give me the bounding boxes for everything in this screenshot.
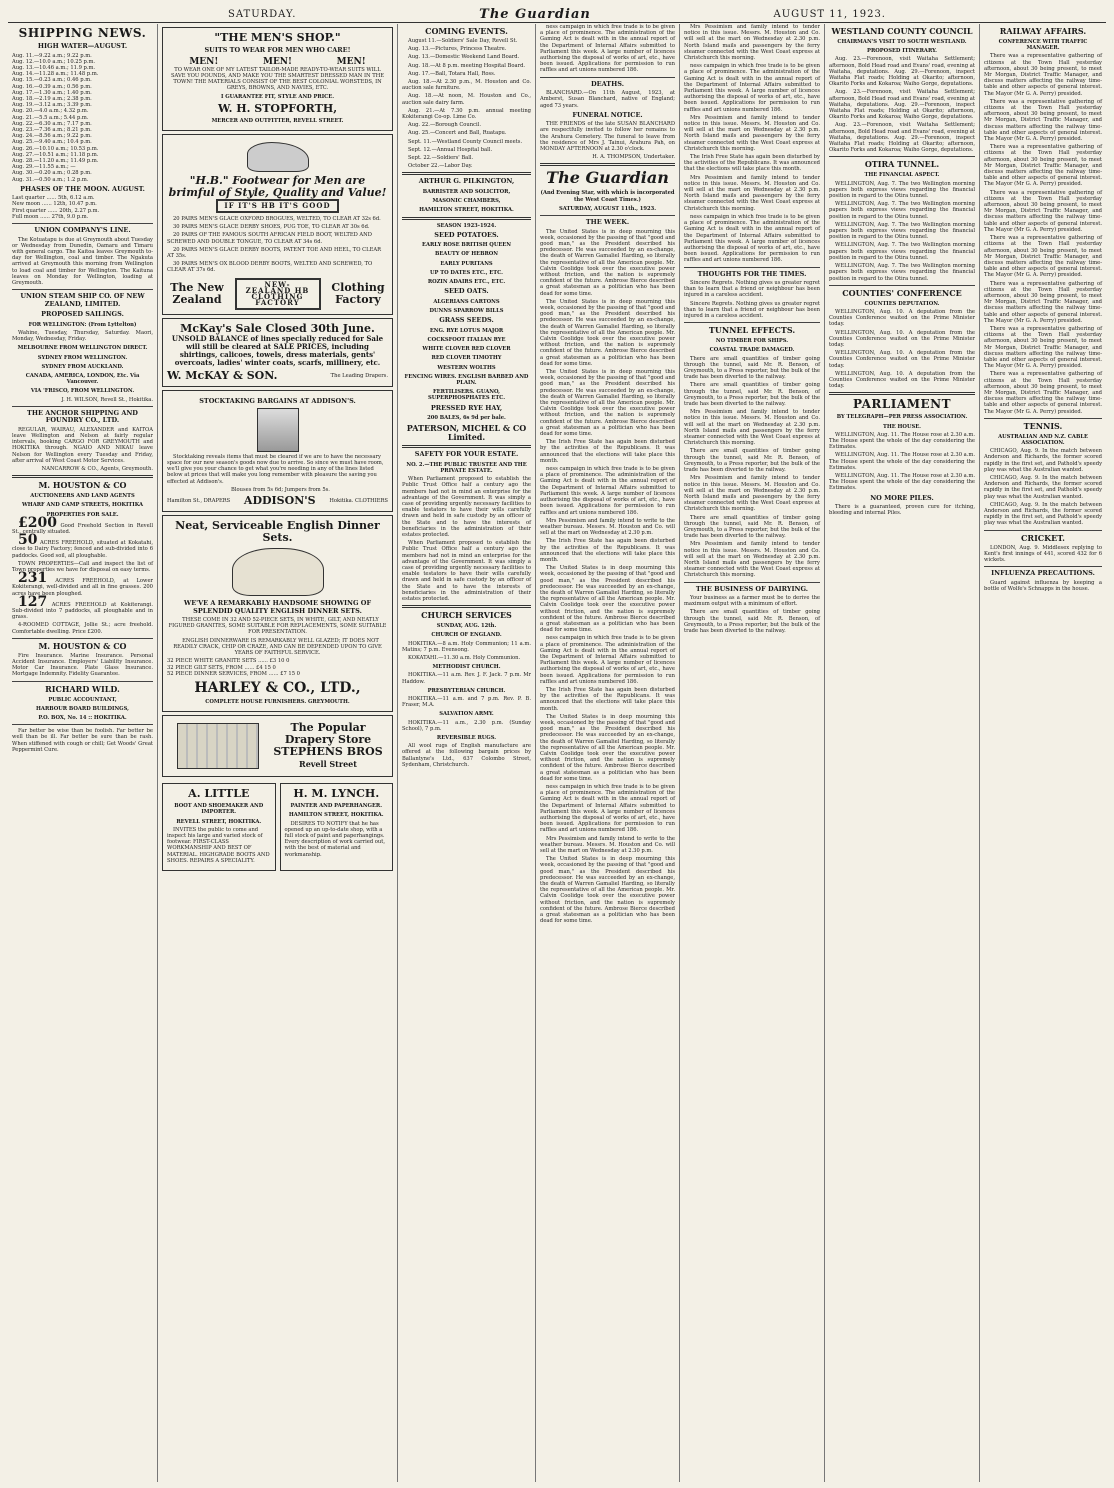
hb-item: 20 PAIRS MEN'S GLACE OXFORD BROGUES, WELTED, TO CLEAR AT 32s 6d. (173, 215, 381, 222)
editorial-body: The United States is in deep mourning this week, occasioned by the passing of that "good and good man," as the President described his predecessor. He was succeeded by an ex-change, the death of Warren Gamaliel Harding, so literally the representative of all the American people. Mr. Calvin Coolidge took over the executive power without friction, and the nation is supremely confident of the future. Ambrose Bierce described a great statesman as a politician who has been dead for some time. (540, 298, 675, 367)
railway-title: RAILWAY AFFAIRS. (999, 26, 1087, 36)
tunnel-sub: NO TIMBER FOR SHIPS. (715, 338, 789, 345)
seed-list-row: RED CLOVER TIMOTHY (431, 355, 502, 362)
masthead-date: AUGUST 11, 1923. (773, 8, 886, 20)
church-service: HOKITIKA.—11 a.m. Rev. J. F. Jack. 7 p.m. Mr Haddow. (402, 672, 531, 685)
event-item: Aug. 13.—Domestic Weekend Land Board. (408, 54, 520, 61)
deaths-title: DEATHS. (591, 79, 624, 88)
addison-ad (162, 390, 393, 512)
railway-sub: CONFERENCE WITH TRAFFIC MANAGER. (998, 39, 1088, 52)
tide-row: Aug. 25.—9.40 a.m.; 10.4 p.m. (12, 139, 92, 146)
dinner-title: Neat, Serviceable English Dinner Sets. (175, 519, 380, 545)
article-body: Mrs Pessimism and family intend to write to the weather bureau. Messrs. M. Houston and Co. will sell at the mart on Wednesday at 2.30 p.m. (540, 835, 675, 855)
steamship-route: SYDNEY FROM AUCKLAND. (41, 363, 124, 370)
church-date: SUNDAY, AUG. 12th. (436, 623, 497, 630)
church-services-title: CHURCH SERVICES (421, 610, 512, 621)
mckay-tag: The Leading Drapers. (330, 373, 388, 380)
houston-props-heading: PROPERTIES FOR SALE. (46, 511, 119, 518)
column-3 (398, 24, 536, 1482)
seed-season: SEASON 1923-1924. (436, 222, 497, 229)
westland-sub-2: PROPOSED ITINERARY. (867, 48, 937, 55)
seed-list-row: UP TO DATES ETC., ETC. (430, 269, 503, 276)
lynch-name: H. M. LYNCH. (293, 787, 380, 801)
hay-bales: 200 BALES, 6s 9d per bale. (427, 415, 506, 422)
anchor-agent: NANCARROW & CO., Agents, Greymouth. (41, 465, 153, 472)
parliament-body: WELLINGTON, Aug. 11. The House rose at 2.30 a.m. The House spent the whole of the day considering the Estimates. (829, 452, 975, 471)
mckay-title: McKay's Sale Closed 30th June. (180, 322, 375, 336)
cottage-text: 4-ROOMED COTTAGE, Jollie St.; acre freehold. Comfortable dwelling. Price £200. (12, 622, 153, 635)
dinner-price-row: 32 PIECE GILT SETS, FROM ...... £4 15 0 (167, 664, 276, 671)
event-item: Aug. 13.—Pictures, Princess Theatre. (408, 46, 507, 53)
dinner-price-row: 32 PIECE WHITE GRANITE SETS ...... £3 10 0 (167, 658, 290, 665)
otira-sub: THE FINANCIAL ASPECT. (864, 172, 940, 179)
thoughts-title: THOUGHTS FOR THE TIMES. (697, 269, 807, 278)
railway-body: There was a representative gathering of citizens at the Town Hall yesterday afternoon, about 30 being present, to meet Mr Morgan, District Traffic Manager, and discuss matters affecting the railway time-table and other aspects of general interest. The Mayor (Mr G. A. Perry) presided. (984, 189, 1102, 233)
tide-row: Aug. 18.—2.19 a.m.; 2.38 p.m. (12, 95, 92, 102)
harley-name: HARLEY & CO., LTD., (194, 679, 361, 696)
fencing-wires: FENCING WIRES. ENGLISH BARBED AND PLAIN. (404, 373, 529, 386)
guardian-date: SATURDAY, AUGUST 11th., 1923. (558, 205, 657, 212)
tennis-title: TENNIS. (1023, 420, 1063, 431)
cricket-body: LONDON, Aug. 9. Middlesex replying to Kent's first innings of 441, scored 432 for 6 wickets. (984, 544, 1102, 564)
undertaker: H. A. THOMPSON, Undertaker. (592, 154, 675, 161)
men-label: MEN! (262, 56, 292, 67)
dairying-title: THE BUSINESS OF DAIRYING. (695, 584, 809, 593)
property-acres: 231 (18, 570, 48, 587)
steamship-agent: J. H. WILSON, Revell St., Hokitika. (61, 396, 153, 403)
article-body: ness campaign in which free trade is to be given a place of prominence. The administration of the Gaming Act is dealt with in the annual report of the Department of Internal Affairs submitted to Parliament this week. A large number of licences authorising the disposal of works of art, etc., have been issued. Applications for permission to run raffles and art unions numbered 186. (684, 63, 820, 113)
counties-title: COUNTIES' CONFERENCE (842, 287, 962, 298)
counties-body: WELLINGTON, Aug. 10. A deputation from the Counties Conference waited on the Prime Minister today. (829, 350, 975, 369)
addison-name: ADDISON'S (243, 494, 316, 508)
column-4 (536, 24, 680, 1482)
men-label: MEN! (189, 56, 219, 67)
lynch-role: PAINTER AND PAPERHANGER. (290, 803, 383, 810)
funeral-title: FUNERAL NOTICE. (572, 110, 643, 119)
trustee-body: When Parliament proposed to establish the Public Trust Office half a century ago the members had not in mind an enterprise for the advantage of the Government. It was simply a case of providing urgently necessary facilities to enable testators to have their wills carefully drawn and held in safe custody by an officer of the State and to have the interests of beneficiaries in the administration of their estates protected. (402, 476, 531, 538)
tide-row: Aug. 12.—10.0 a.m.; 10.25 p.m. (12, 58, 96, 65)
stephens-ad (162, 715, 393, 777)
article-body: Mrs Pessimism and family intend to write to the weather bureau. Messrs. M. Houston and Co. will sell at the mart on Wednesday at 2.30 p.m. (540, 517, 675, 537)
moon-phase: New moon ...... 12th, 10.47 p.m. (12, 201, 97, 208)
influenza-title: INFLUENZA PRECAUTIONS. (991, 569, 1095, 578)
stephens-address: Revell Street (299, 759, 357, 770)
railway-body: There was a representative gathering of citizens at the Town Hall yesterday afternoon, about 30 being present, to meet Mr Morgan, District Traffic Manager, and discuss matters affecting the railway time-table and other aspects of general interest. The Mayor (Mr G. A. Perry) presided. (984, 325, 1102, 370)
article-body: Mrs Pessimism and family intend to tender notice in this issue. Messrs. M. Houston and Co. will sell at the mart on Wednesday at 2.30 p.m. North Island mails and passengers by the ferry steamer connected with the West Coast express at Christchurch this morning. (684, 174, 820, 212)
editorial-body: The United States is in deep mourning this week, occasioned by the passing of that "good and good man," as the President described his predecessor. He was succeeded by an ex-change, the death of Warren Gamaliel Harding, so literally the representative of all the American people. Mr. Calvin Coolidge took over the executive power without friction, and the nation is supremely confident of the future. Ambrose Bierce described a great statesman as a politician who has been dead for some time. (540, 369, 675, 438)
dairying-body: Your business as a farmer must be to derive the maximum output with a minimum of effort. (684, 595, 820, 608)
union-line-title: UNION COMPANY'S LINE. (34, 226, 131, 235)
railway-body: There was a representative gathering of citizens at the Town Hall yesterday afternoon, about 30 being present, to meet Mr Morgan, District Traffic Manager, and discuss matters affecting the railway time-table and other aspects of general interest. The Mayor (Mr G. A. Perry) presided. (984, 144, 1102, 188)
moon-phases-list (12, 195, 153, 220)
article-body: ness campaign in which free trade is to be given a place of prominence. The administration of the Gaming Act is dealt with in the annual report of the Department of Internal Affairs submitted to Parliament this week. A large number of licences authorising the disposal of works of art, etc., have been issued. Applications for permission to run raffles and art unions numbered 186. (540, 466, 675, 516)
addison-body: Stocktaking reveals items that must be cleared if we are to have the necessary space for our new season's goods now due to arrive. So since we must have room, we'll give you your chance to get what you're needing in any of the lines listed below at prices that will make you long remember with pleasure the saving you effected at Addison's. (167, 453, 384, 485)
church-england: CHURCH OF ENGLAND. (431, 632, 502, 639)
little-ad (162, 783, 276, 871)
event-item: October 22.—Labor Day. (408, 163, 473, 170)
seed-list-row: ENG. RYE LOTUS MAJOR (429, 327, 504, 334)
article-body: The United States is in deep mourning this week, occasioned by the passing of that "good and good man," as the President described his predecessor. He was succeeded by an ex-change, the death of Warren Gamaliel Harding, so literally the representative of all the American people. Mr. Calvin Coolidge took over the executive power without friction, and the nation is supremely confident of the future. Ambrose Bierce described a great statesman as a politician who has been dead for some time. (540, 565, 675, 634)
hb-footwear-ad (162, 134, 393, 316)
hb-item: 30 PAIRS MEN'S GLACE DERBY SHOES, PUG TOE, TO CLEAR AT 30s 6d. (173, 224, 370, 231)
pilkington-town: HAMILTON STREET, HOKITIKA. (419, 207, 514, 214)
pilkington-role: BARRISTER AND SOLICITOR, (422, 188, 511, 195)
column-7 (980, 24, 1106, 1482)
lynch-body: DESIRES TO NOTIFY that he has opened up an up-to-date shop, with a full stock of paint and paperhangings. Every description of work carried out, with the best of material and workmanship. (284, 820, 386, 858)
trustee-title: SAFETY FOR YOUR ESTATE. (414, 450, 519, 459)
church-service: HOKITIKA.—11 a.m. and 7 p.m. Rev. P. B. Fraser, M.A. (402, 696, 531, 709)
houston-insurance-body: Fire Insurance. Marine Insurance. Personal Accident Insurance. Employers' Liability Insurance. Motor Car Insurance. Plate Glass Insurance. Mortgage Indemnity. Fidelity Guarantee. (12, 652, 153, 678)
tide-row: Aug. 17.—1.30 a.m.; 1.40 p.m. (12, 89, 92, 96)
hb-left-text: The New Zealand (170, 280, 224, 306)
westland-sub: CHAIRMAN'S VISIT TO SOUTH WESTLAND. (837, 39, 967, 45)
article-body: Mrs Pessimism and family intend to tender notice in this issue. Messrs. M. Houston and Co. will sell at the mart on Wednesday at 2.30 p.m. North Island mails and passengers by the ferry steamer connected with the West Coast express at Christchurch this morning. (684, 114, 820, 152)
coming-events-title: COMING EVENTS. (425, 26, 508, 36)
seed-list-row: ALGERIANS CARTONS (433, 298, 500, 305)
westland-body: Aug. 23.—Forenoon, visit Waitaha Settlement; afternoon, Bold Head road and Evans' road, evening at Waitaha, deputations. Aug. 29.—Forenoon, inspect Waitaha Flat roads; Holding at Okarito; afternoon, Okarito Forks and Kokaroa; Waiho Gorge, deputations. (829, 122, 975, 154)
houston-address: WHARF AND CAMP STREETS, HOKITIKA (21, 502, 144, 509)
event-item: August 11.—Soldiers' Sale Day, Revell St. (408, 38, 518, 44)
hb-stamp: IF IT'S HB IT'S GOOD (216, 199, 338, 213)
tennis-body: CHICAGO, Aug. 9. In the match between Anderson and Richards, the former scored rapidly in the first set, and Pathold's speedy play was what the Australian wanted. (984, 475, 1102, 500)
counties-body: WELLINGTON, Aug. 10. A deputation from the Counties Conference waited on the Prime Minister today. (829, 370, 975, 390)
tennis-body: CHICAGO, Aug. 9. In the match between Anderson and Richards, the former scored rapidly in the first set, and Pathold's speedy play was what the Australian wanted. (984, 448, 1102, 473)
tide-row: Aug. 19.—3.12 a.m.; 3.39 p.m. (12, 102, 92, 109)
tide-row: Aug. 16.—0.39 a.m.; 0.56 p.m. (12, 83, 92, 90)
seed-list-row: EARLY PURITANS (440, 260, 493, 267)
steamship-route: VIA 'FRISCO, FROM WELLINGTON. (30, 388, 135, 395)
union-line-body: The Kotuatapu is due at Greymouth about Tuesday or Wednesday from Dunedin, Oamaru and Timaru with general cargo. The Kaitoa leaves Greymouth to-day for Wellington, coal and timber. The Ngakuta arrived at Greymouth this morning from Wellington to load coal and timber for Wellington. The Kaituna leaves on Monday for Wellington, loading at Greymouth. (12, 236, 153, 286)
tide-row: Aug. 14.—11.28 a.m.; 11.48 p.m. (12, 71, 99, 78)
event-item: Sept. 22.—Soldiers' Ball. (408, 155, 474, 162)
railway-body: There was a representative gathering of citizens at the Town Hall yesterday afternoon, about 30 being present, to meet Mr Morgan, District Traffic Manager, and discuss matters affecting the railway time-table and other aspects of general interest. The Mayor (Mr G. A. Perry) presided. (984, 98, 1102, 143)
woman-illustration-icon (257, 408, 299, 452)
event-item: Sept. 12.—Annual Hospital ball. (408, 146, 493, 153)
hb-slogan: "H.B." Footwear for Men are brimful of Style, Quality and Value! (168, 173, 387, 199)
the-week-title: THE WEEK. (585, 218, 630, 227)
hb-item: 20 PAIRS MEN'S GLACE DERBY BOOTS, PATENT TOE AND HEEL, TO CLEAR AT 35s. (167, 246, 382, 259)
shipping-title: SHIPPING NEWS. (18, 26, 147, 40)
methodist-church: METHODIST CHURCH. (432, 664, 501, 671)
editorial-body: The United States is in deep mourning this week, occasioned by the passing of that "good and good man," as the President described his predecessor. He was succeeded by an ex-change, the death of Warren Gamaliel Harding, so literally the representative of all the American people. Mr. Calvin Coolidge took over the executive power without friction, and the nation is supremely confident of the future. Ambrose Bierce described a great statesman as a politician who has been dead for some time. (540, 228, 675, 297)
houston-title: M. HOUSTON & CO (38, 480, 127, 491)
column-6 (825, 24, 980, 1482)
fertilisers: FERTILISERS. GUANO, SUPERPHOSPHATES ETC. (427, 389, 506, 402)
event-item: Aug. 21.—At 7.30 p.m. annual meeting Kokiterangi Co-op. Lime Co. (402, 107, 531, 121)
dairying-body: There are small quantities of timber going through the tunnel, said Mr. R. Benson, of Greymouth, to a Press reporter, but the bulk of the trade has been diverted to the railway. (684, 609, 820, 635)
event-item: Aug. 17.—Ball, Totara Hall, Ross. (408, 70, 496, 77)
mens-shop-name: W. H. STOPFORTH, (217, 101, 338, 115)
little-role: BOOT AND SHOEMAKER AND IMPORTER. (174, 803, 264, 816)
grass-seeds-title: GRASS SEEDS. (439, 316, 494, 325)
dinner-sub: WE'VE A REMARKABLY HANDSOME SHOWING OF SPLENDID QUALITY ENGLISH DINNER SETS. (183, 599, 372, 615)
tide-row: Aug. 22.—6.30 a.m.; 7.17 p.m. (12, 120, 92, 127)
moon-phase: Full moon ...... 27th, 9.0 p.m. (12, 213, 89, 220)
anchor-title: THE ANCHOR SHIPPING AND FOUNDRY CO., LTD. (27, 408, 138, 425)
event-item: Aug. 18.—At 2.30 p.m., M. Houston and Co. auction sale furniture. (402, 79, 531, 92)
tunnel-sub-2: COASTAL TRADE DAMAGED. (709, 347, 795, 354)
tunnel-body: Mrs Pessimism and family intend to tender notice in this issue. Messrs. M. Houston and Co. will sell at the mart on Wednesday at 2.30 p.m. North Island mails and passengers by the ferry steamer connected with the West Coast express at Christchurch this morning. (684, 475, 820, 513)
property-acres: 127 (18, 593, 48, 610)
tide-row: Aug. 15.—0.23 a.m.; 0.46 p.m. (12, 77, 92, 84)
masthead (8, 6, 1106, 23)
the-house: THE HOUSE. (883, 423, 921, 430)
property-text: ACRES FREEHOLD at Kokiterangi. Sub-divided into 7 paddocks, all ploughable and in grass. (12, 601, 153, 621)
pilkington-name: ARTHUR G. PILKINGTON, (418, 177, 515, 186)
seed-list-row: WHITE CLOVER RED CLOVER (422, 346, 511, 353)
trustee-body: When Parliament proposed to establish the Public Trust Office half a century ago the members had not in mind an enterprise for the advantage of the Government. It was simply a case of providing urgently necessary facilities to enable testators to have their wills carefully drawn and held in safe custody by an officer of the State and to have the interests of beneficiaries in the administration of their estates protected. (402, 540, 531, 602)
high-water-heading: HIGH WATER—AUGUST. (37, 42, 128, 50)
tunnel-effects-title: TUNNEL EFFECTS. (708, 325, 796, 336)
addison-right: Hokitika. CLOTHIERS (329, 497, 388, 504)
town-properties: TOWN PROPERTIES—Call and inspect the list of Town properties we have for disposal on easy terms. (12, 560, 153, 573)
tide-list (12, 53, 153, 183)
counties-body: WELLINGTON, Aug. 10. A deputation from the Counties Conference waited on the Prime Minister today. (829, 308, 975, 328)
steamship-route: CANADA, AMERICA, LONDON, Etc. Via Vancouver. (25, 372, 140, 386)
westland-body: Aug. 23.—Forenoon, visit Waitaha Settlement; afternoon, Bold Head road and Evans' road, evening at Waitaha, deputations. Aug. 29.—Forenoon, inspect Waitaha Flat roads; Holding at Okarito; afternoon, Okarito Forks and Kokaroa; Waiho Gorge, deputations. (829, 89, 975, 121)
death-notice: BLANCHARD.—On 11th August, 1923, at Amberst, Susan Blanchard, native of England; aged 73 years. (540, 90, 675, 109)
otira-body: WELLINGTON, Aug. 7. The two Wellington morning papers both express views regarding the financial position in regard to the Otira tunnel. (829, 201, 975, 220)
addison-line: Blouses from 5s 6d; Jumpers from 5s. (231, 486, 330, 493)
article-body: Mrs Pessimism and family intend to tender notice in this issue. Messrs. M. Houston and Co. will sell at the mart on Wednesday at 2.30 p.m. North Island mails and passengers by the ferry steamer connected with the West Coast express at Christchurch this morning. (684, 24, 820, 62)
parliament-body: WELLINGTON, Aug. 11. The House rose at 2.30 a.m. The House spent the whole of the day considering the Estimates. (829, 431, 975, 451)
column-5 (680, 24, 825, 1482)
tunnel-body: Mrs Pessimism and family intend to tender notice in this issue. Messrs. M. Houston and Co. will sell at the mart on Wednesday at 2.30 p.m. North Island mails and passengers by the ferry steamer connected with the West Coast express at Christchurch this morning. (684, 409, 820, 447)
event-item: Aug. 22.—Borough Council. (408, 122, 481, 129)
mens-shop-address: MERCER AND OUTFITTER, REVELL STREET. (211, 117, 344, 124)
dinner-body-2: ENGLISH DINNERWARE IS REMARKABLY WELL GLAZED; IT DOES NOT READILY CRACK, CHIP OR CRAZE, AND CAN BE DEPENDED UPON TO GIVE YEARS OF FAITHFUL SERVICE. (173, 637, 382, 657)
moon-phase: Last quarter ...... 5th, 6.12 a.m. (12, 195, 95, 202)
railway-body: There was a representative gathering of citizens at the Town Hall yesterday afternoon, about 30 being present, to meet Mr Morgan, District Traffic Manager, and discuss matters affecting the railway time-table and other aspects of general interest. The Mayor (Mr G. A. Perry) presided. (984, 371, 1102, 415)
tide-row: Aug. 27.—10.51 a.m.; 11.18 p.m. (12, 151, 99, 158)
lynch-ad (280, 783, 394, 871)
peppermint-verse: Far better be wise than be foolish. Far better be well than be ill. Far better be sure than be rash. When stiffened with cough or chill; Get Woods' Great Peppermint Cure. (12, 728, 153, 753)
shoe-illustration-icon (247, 142, 309, 172)
no-more-piles-body: There is a guaranteed, proven cure for itching, bleeding and internal Piles. (829, 504, 975, 517)
houston-sub: AUCTIONEERS AND LAND AGENTS (30, 493, 135, 500)
stephens-name: STEPHENS BROS (273, 745, 383, 759)
mens-shop-guarantee: I GUARANTEE FIT, STYLE AND PRICE. (220, 94, 335, 101)
little-name: A. LITTLE (188, 787, 250, 801)
tennis-sub: AUSTRALIAN AND N.Z. CABLE ASSOCIATION. (998, 433, 1088, 446)
thoughts-body: Sincere Regrets. Nothing gives us greater regret than to learn that a friend or neighbour has been injured in a careless accident. (684, 280, 820, 299)
seed-list-row: EARLY ROSE BRITISH QUEEN (421, 242, 511, 249)
steamship-sub: PROPOSED SAILINGS. (41, 310, 124, 319)
article-body: ness campaign in which free trade is to be given a place of prominence. The administration of the Gaming Act is dealt with in the annual report of the Department of Internal Affairs submitted to Parliament this week. A large number of licences authorising the disposal of works of art, etc., have been issued. Applications for permission to run raffles and art unions numbered 186. (540, 24, 675, 74)
tennis-body: CHICAGO, Aug. 9. In the match between Anderson and Richards, the former scored rapidly in the first set, and Pathold's speedy play was what the Australian wanted. (984, 501, 1102, 527)
houston-insurance-title: M. HOUSTON & CO (38, 640, 127, 651)
otira-title: OTIRA TUNNEL. (864, 159, 940, 170)
hb-item: 30 PAIRS MEN'S OX BLOOD DERBY BOOTS, WELTED AND SCREWED, TO CLEAR AT 37s 6d. (167, 261, 373, 274)
article-body: The United States is in deep mourning this week, occasioned by the passing of that "good and good man," as the President described his predecessor. He was succeeded by an ex-change, the death of Warren Gamaliel Harding, so literally the representative of all the American people. Mr. Calvin Coolidge took over the executive power without friction, and the nation is supremely confident of the future. Ambrose Bierce described a great statesman as a politician who has been dead for some time. (540, 713, 675, 782)
seed-list-row: WESTERN WOLTHS (437, 364, 496, 371)
hb-right-text: Clothing Factory (331, 280, 385, 306)
counties-sub: COUNTIES DEPUTATION. (864, 300, 940, 307)
dinner-sets-ad (162, 515, 393, 712)
tide-row: Aug. 29.—11.55 a.m.; — (12, 164, 76, 171)
article-body: The Irish Free State has again been disturbed by the activities of the Republicans. It was announced that the elections will take place this month. (540, 686, 675, 712)
event-item: Aug. 18.—At noon, M. Houston and Co., auction sale dairy farm. (402, 93, 531, 106)
hb-logo: NEW-ZEALAND HB CLOTHING FACTORY (235, 278, 321, 311)
railway-body: There was a representative gathering of citizens at the Town Hall yesterday afternoon, about 30 being present, to meet Mr Morgan, District Traffic Manager, and discuss matters affecting the railway time-table and other aspects of general interest. The Mayor (Mr G. A. Perry) presided. (984, 53, 1102, 97)
tunnel-body: Mrs Pessimism and family intend to tender notice in this issue. Messrs. M. Houston and Co. will sell at the mart on Wednesday at 2.30 p.m. North Island mails and passengers by the ferry steamer connected with the West Coast express at Christchurch this morning. (684, 541, 820, 579)
seed-oats-title: SEED OATS. (444, 287, 489, 296)
church-service: HOKITIKA.—11 a.m., 2.30 p.m. (Sunday School), 7 p.m. (402, 719, 531, 732)
article-body: The Irish Free State has again been disturbed by the activities of the Republicans. It was announced that the elections will take place this month. (540, 538, 675, 563)
article-body: ness campaign in which free trade is to be given a place of prominence. The administration of the Gaming Act is dealt with in the annual report of the Department of Internal Affairs submitted to Parliament this week. A large number of licences authorising the disposal of works of art, etc., have been issued. Applications for permission to run raffles and art unions numbered 186. (684, 213, 820, 264)
tide-row: Aug. 11.—9.22 a.m.; 9.22 p.m. (12, 52, 92, 59)
railway-body: There was a representative gathering of citizens at the Town Hall yesterday afternoon, about 30 being present, to meet Mr Morgan, District Traffic Manager, and discuss matters affecting the railway time-table and other aspects of general interest. The Mayor (Mr G. A. Perry) presided. (984, 235, 1102, 279)
westland-title: WESTLAND COUNTY COUNCIL (831, 26, 973, 36)
seed-potatoes-title: SEED POTATOES. (434, 230, 499, 239)
mckay-name: W. McKAY & SON. (167, 369, 278, 383)
tide-row: Aug. 30.—0.20 a.m.; 0.28 p.m. (12, 170, 92, 177)
tunnel-body: There are small quantities of timber going through the tunnel, said Mr. R. Benson, of Greymouth, to a Press reporter, but the bulk of the trade has been diverted to the railway. (684, 382, 820, 408)
parliament-title: PARLIAMENT (852, 397, 952, 412)
tide-row: Aug. 23.—7.36 a.m.; 8.21 p.m. (12, 126, 92, 133)
otira-body: WELLINGTON, Aug. 7. The two Wellington morning papers both express views regarding the financial position in regard to the Otira tunnel. (829, 263, 975, 282)
seed-list-row: COCKSFOOT ITALIAN RYE (427, 336, 506, 343)
church-service: HOKITIKA.—8 a.m. Holy Communion; 11 a.m. Matins; 7 p.m. Evensong. (402, 640, 531, 653)
tunnel-body: There are small quantities of timber going through the tunnel, said Mr. R. Benson, of Greymouth, to a Press reporter, but the bulk of the trade has been diverted to the railway. (684, 514, 820, 540)
men-label: MEN! (336, 56, 366, 67)
harley-tag: COMPLETE HOUSE FURNISHERS. GREYMOUTH. (205, 698, 350, 705)
article-body: ness campaign in which free trade is to be given a place of prominence. The administration of the Gaming Act is dealt with in the annual report of the Department of Internal Affairs submitted to Parliament this week. A large number of licences authorising the disposal of works of art, etc., have been issued. Applications for permission to run raffles and art unions numbered 186. (540, 784, 675, 834)
funeral-notice: THE FRIENDS of the late SUSAN BLANCHARD are respectfully invited to follow her remains to the Arahura Cemetery. The funeral to leave from the residence of Mrs J. Tainui, Arahura Pah, on MONDAY AFTERNOON at 2.30 o'clock. (540, 121, 675, 153)
addison-title: STOCKTAKING BARGAINS AT ADDISON'S. (199, 397, 356, 406)
tide-row: Aug. 28.—11.20 a.m.; 11.49 p.m. (12, 157, 99, 164)
tunnel-body: There are small quantities of timber going through the tunnel, said Mr. R. Benson, of Greymouth, to a Press reporter, but the bulk of the trade has been diverted to the railway. (684, 448, 820, 474)
mckay-ad (162, 318, 393, 387)
guardian-title: The Guardian (546, 168, 669, 188)
otira-body: WELLINGTON, Aug. 7. The two Wellington morning papers both express views regarding the financial position in regard to the Otira tunnel. (829, 221, 975, 241)
stephens-title: The Popular Drapery Store (284, 721, 372, 747)
parliament-body: WELLINGTON, Aug. 11. The House rose at 2.30 a.m. The House spent the whole of the day considering the Estimates. (829, 472, 975, 492)
salvation-army: SALVATION ARMY. (439, 711, 494, 718)
property-text: ACRES FREEHOLD, situated at Kokatahi, close to Dairy Factory; fenced and sub-divided into 6 paddocks. Good soil, all ploughable. (12, 540, 153, 559)
reversible-rugs-title: REVERSIBLE RUGS. (436, 735, 497, 742)
cricket-title: CRICKET. (1021, 532, 1065, 543)
moon-phase: First quarter ...... 20th, 2.27 p.m. (12, 207, 100, 214)
wild-address: HARBOUR BOARD BUILDINGS, (36, 705, 129, 712)
hb-item: 20 PAIRS OF THE FAMOUS SOUTH AFRICAN FIELD BOOT, WELTED AND SCREWED AND DOUBLE TONGUE, TO CLEAR AT 34s 6d. (167, 232, 372, 245)
event-item: Sept. 11.—Westland County Council meets. (408, 138, 523, 145)
property-text: Good Freehold Section in Revell St., centrally situated. (12, 522, 153, 535)
thoughts-body: Sincere Regrets. Nothing gives us greater regret than to learn that a friend or neighbour has been injured in a careless accident. (684, 300, 820, 320)
mens-shop-title: "THE MEN'S SHOP." (214, 31, 341, 44)
steamship-body: Wahine, Tuesday, Thursday, Saturday. Maori, Monday, Wednesday, Friday. (12, 329, 153, 343)
tide-row: Aug. 13.—10.46 a.m.; 11.9 p.m. (12, 64, 96, 71)
masthead-paper-title: The Guardian (479, 6, 591, 22)
tide-row: Aug. 24.—8.56 a.m.; 9.22 p.m. (12, 133, 92, 140)
event-item: Aug. 25.—Concert and Ball, Ruatapu. (408, 130, 507, 137)
article-body: ness campaign in which free trade is to be given a place of prominence. The administration of the Gaming Act is dealt with in the annual report of the Department of Internal Affairs submitted to Parliament this week. A large number of licences authorising the disposal of works of art, etc., have been issued. Applications for permission to run raffles and art unions numbered 186. (540, 635, 675, 685)
tunnel-body: There are small quantities of timber going through the tunnel, said Mr. R. Benson, of Greymouth, to a Press reporter, but the bulk of the trade has been diverted to the railway. (684, 355, 820, 381)
church-service: KOKATAHI.—11.30 a.m. Holy Communion. (408, 655, 521, 661)
mens-shop-body: TO WEAR ONE OF MY LATEST TAILOR-MADE READY-TO-WEAR SUITS WILL SAVE YOU POUNDS, AND MAKE YOU THE SMARTEST DRESSED MAN IN THE TOWN! THE MATERIALS CONSIST OF THE BEST COLONIAL WORSTEDS, IN GREYS, BROWNS, AND NAVIES, ETC. (170, 66, 385, 92)
mens-shop-sub: SUITS TO WEAR FOR MEN WHO CARE! (204, 46, 351, 54)
article-body: The Irish Free State has again been disturbed by the activities of the Republicans. It was announced that the elections will take place this month. (540, 439, 675, 464)
masthead-day: SATURDAY. (228, 8, 297, 20)
seed-list-row: ROZIN ADAIRS ETC., ETC. (427, 279, 506, 286)
westland-body: Aug. 23.—Forenoon, visit Waitaha Settlement; afternoon, Bold Head road and Evans' road, evening at Waitaha, deputations. Aug. 29.—Forenoon, inspect Waitaha Flat roads; Holding at Okarito; afternoon, Okarito Forks and Kokaroa; Waiho Gorge, deputations. (829, 56, 975, 88)
tide-row: Aug. 31.—0.50 a.m.; 1.2 p.m. (12, 176, 89, 183)
tide-row: Aug. 26.—10.10 a.m.; 10.53 p.m. (12, 145, 99, 152)
anchor-body: REGULAR, WAIRAU, ALEXANDER and KAITOA leave Wellington and Nelson at fairly regular intervals, booking CARGO FOR GREYMOUTH and HOKITIKA through. NGAIO AND NIKAU leave Nelson for Wellington every Tuesday and Friday, after arrival of West Coast Motor Services. (12, 426, 153, 464)
parliament-sub: BY TELEGRAPH—PER PRESS ASSOCIATION. (836, 414, 968, 421)
paterson-michel-name: PATERSON, MICHEL & CO Limited. (406, 423, 527, 443)
event-item: Aug. 18.—At 8 p.m. meeting Hospital Board. (408, 62, 526, 69)
property-price: £200 (18, 514, 57, 531)
otira-body: WELLINGTON, Aug. 7. The two Wellington morning papers both express views regarding the financial position in regard to the Otira tunnel. (829, 180, 975, 200)
property-acres: 50 (18, 532, 38, 549)
rye-hay: PRESSED RYE HAY, (430, 403, 503, 412)
lynch-address: HAMILTON STREET, HOKITIKA. (288, 812, 384, 819)
dinner-price-row: 52 PIECE DINNER SERVICES, FROM ...... £7 15 0 (167, 670, 300, 677)
little-body: INVITES the public to come and inspect his large and varied stock of footwear. FIRST-CLASS WORKMANSHIP AND BEST OF MATERIAL. HIGHGRADE BOOTS AND SHOES. REPAIRS A SPECIALITY. (167, 826, 270, 864)
column-2 (158, 24, 398, 1482)
mckay-body: UNSOLD BALANCE of lines specially reduced for Sale will still be cleared at SALE PRICES, including shirtings, calicoes, towels, dress materials, gents' overcoats, ladies' winter coats, scarfs, millinery, etc. (171, 334, 384, 368)
columns (8, 24, 1106, 1482)
steamship-title: UNION STEAM SHIP CO. OF NEW ZEALAND, LIMITED. (20, 292, 145, 308)
tide-row: Aug. 21.—5.5 a.m.; 5.44 p.m. (12, 114, 89, 121)
trustee-sub: NO. 2.—THE PUBLIC TRUSTEE AND THE PRIVATE ESTATE. (406, 461, 527, 474)
steamship-route: SYDNEY FROM WELLINGTON. (37, 354, 128, 361)
wild-box: P.O. BOX, No. 14 :: HOKITIKA. (38, 715, 127, 722)
column-1 (8, 24, 158, 1482)
pilkington-address: MASONIC CHAMBERS, (432, 198, 501, 205)
reversible-rugs-body: All wool rugs of English manufacture are offered at the following bargain prices by Ballantyne's Ltd., 637 Colombo Street, Sydenham, Christchurch. (402, 743, 531, 768)
property-text: ACRES FREEHOLD, at Lower Kokiterangi, well-divided and all in fine grasses. 200 acres have been ploughed. (12, 578, 153, 597)
seed-list-row: BEAUTY OF HEBRON (434, 251, 499, 258)
shopfront-illustration-icon (177, 723, 259, 769)
mens-shop-ad (162, 27, 393, 131)
seed-list-row: DUNNS SPARROW BILLS (429, 307, 504, 314)
guardian-sub: (And Evening Star, with which is incorporated the West Coast Times.) (540, 190, 675, 203)
dinner-body: THESE COME IN 32 AND 52-PIECE SETS, IN WHITE, GILT, AND NEATLY FIGURED GRANITES, SOME SUITABLE FOR REPLACEMENTS, SOME SUITABLE FOR PRESENTATION. (168, 617, 387, 636)
railway-body: There was a representative gathering of citizens at the Town Hall yesterday afternoon, about 30 being present, to meet Mr Morgan, District Traffic Manager, and discuss matters affecting the railway time-table and other aspects of general interest. The Mayor (Mr G. A. Perry) presided. (984, 280, 1102, 324)
tureen-illustration-icon (232, 548, 324, 596)
article-body: The Irish Free State has again been disturbed by the activities of the Republicans. It was announced that the elections will take place this month. (684, 154, 820, 173)
no-more-piles-title: NO MORE PILES. (870, 493, 934, 502)
little-address: REVELL STREET, HOKITIKA. (176, 818, 262, 825)
moon-phases-heading: PHASES OF THE MOON. AUGUST. (20, 184, 145, 193)
tide-row: Aug. 20.—4.0 a.m.; 4.32 p.m. (12, 108, 89, 115)
addison-left: Hamilton St., DRAPERS (167, 497, 231, 504)
influenza-body: Guard against influenza by keeping a bottle of Wolfe's Schnapps in the house. (984, 579, 1102, 592)
wild-role: PUBLIC ACCOUNTANT, (48, 696, 117, 703)
counties-body: WELLINGTON, Aug. 10. A deputation from the Counties Conference waited on the Prime Minister today. (829, 329, 975, 348)
presbyterian-church: PRESBYTERIAN CHURCH. (427, 687, 506, 694)
otira-body: WELLINGTON, Aug. 7. The two Wellington morning papers both express views regarding the financial position in regard to the Otira tunnel. (829, 242, 975, 261)
wild-name: RICHARD WILD. (45, 683, 120, 694)
steamship-route: FOR WELLINGTON: (From Lyttelton) (28, 321, 137, 328)
steamship-route: MELBOURNE FROM WELLINGTON DIRECT. (17, 345, 148, 352)
article-body: The United States is in deep mourning this week, occasioned by the passing of that "good and good man," as the President described his predecessor. He was succeeded by an ex-change, the death of Warren Gamaliel Harding, so literally the representative of all the American people. Mr. Calvin Coolidge took over the executive power without friction, and the nation is supremely confident of the future. Ambrose Bierce described a great statesman as a politician who has been dead for some time. (540, 856, 675, 925)
